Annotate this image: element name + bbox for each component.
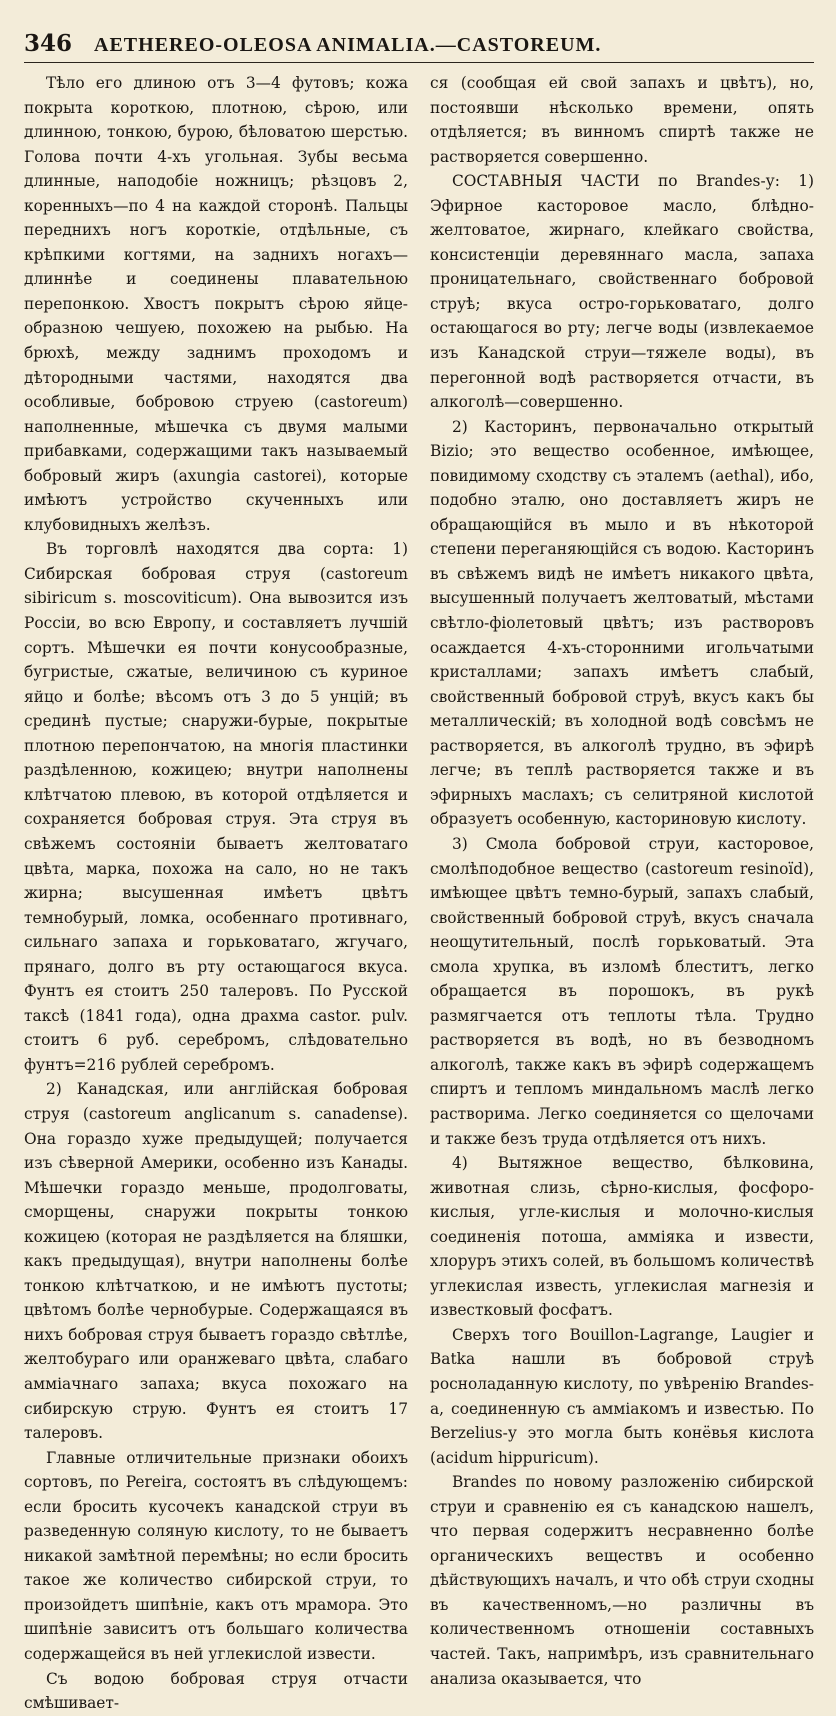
left-column — [24, 71, 408, 1716]
paragraph: Въ торговлѣ находятся два сорта: 1) Сибирская бобровая струя (castoreum sibiricum s. moscoviticum). Она вывозится изъ Россіи, во всю Европу, и составляетъ лучшій сортъ. Мѣшечки ея почти конусообразные, бугристые, сжатые, величиною съ куриное яйцо и болѣе; вѣсомъ отъ 3 до 5 унцій; въ срединѣ пустые; снаружи-бурые, покрытые плотною перепончатою, на многія пластинки раздѣленною, кожицею; внутри наполнены клѣтчатою плевою, въ которой отдѣляется и сохраняется бобровая струя. Эта струя въ свѣжемъ состояніи бываетъ желтоватаго цвѣта, марка, похожа на сало, но не такъ жирна; высушенная имѣетъ цвѣтъ темнобурый, ломка, особеннаго противнаго, сильнаго запаха и горьковатаго, жгучаго, прянаго, долго въ рту остающагося вкуса. Фунтъ ея стоитъ 250 талеровъ. По Русской таксѣ (1841 года), одна драхма castor. pulv. стоитъ 6 руб. серебромъ, слѣдовательно фунтъ=216 рублей серебромъ. — [24, 540, 408, 1074]
paragraph: Brandes по новому разложенію сибирской струи и сравненію ея съ канадскою нашелъ, что первая содержитъ несравненно болѣе органическихъ веществъ и особенно дѣйствующихъ началъ, и что обѣ струи сходны въ качественномъ,—но различны въ количественномъ отношеніи составныхъ частей. Такъ, напримѣръ, изъ сравнительнаго анализа оказывается, что — [430, 1473, 814, 1688]
paragraph: 4) Вытяжное вещество, бѣлковина, животная слизь, сѣрно-кислыя, фосфоро-кислыя, угле-кислыя и молочно-кислыя соединенія потоша, аммiяка и извести, хлоруръ этихъ солей, въ большомъ количествѣ углекислая известь, углекислая магнезія и известковый фосфатъ. — [430, 1154, 814, 1320]
paragraph: Съ водою бобровая струя отчасти смѣшивает- — [24, 1669, 408, 1713]
paragraph: 2) Касторинъ, первоначально открытый Bizio; это вещество особенное, имѣющее, повидимому сходству съ эталемъ (aethal), ибо, подобно эталю, оно доставляетъ жиръ не обращающійся въ мыло и въ нѣкоторой степени переганяющійся съ водою. Касторинъ въ свѣжемъ видѣ не имѣетъ никакого цвѣта, высушенный получаетъ желтоватый, мѣстами свѣтло-фіолетовый цвѣтъ; изъ растворовъ осаждается 4-хъ-сторонними игольчатыми кристаллами; запахъ имѣетъ слабый, свойственный бобровой струѣ, вкусъ какъ бы металлическій; въ холодной водѣ совсѣмъ не растворяется, въ алкоголѣ трудно, въ эфирѣ легче; въ теплѣ растворяется также и въ эфирныхъ маслахъ; съ селитряной кислотой образуетъ особенную, касториновую кислоту. — [430, 417, 814, 829]
text-columns — [24, 71, 814, 1716]
paragraph: Тѣло его длиною отъ 3—4 футовъ; кожа покрыта короткою, плотною, сѣрою, или длинною, тонкою, бурою, бѣловатою шерстью. Голова почти 4-хъ угольная. Зубы весьма длинные, наподобіе ножницъ; рѣзцовъ 2, коренныхъ—по 4 на каждой сторонѣ. Пальцы переднихъ ногъ короткіе, отдѣльные, съ крѣпкими когтями, на заднихъ ногахъ—длиннѣе и соединены плавательною перепонкою. Хвостъ покрытъ сѣрою яйце-образною чешуею, похожею на рыбью. На брюхѣ, между заднимъ проходомъ и дѣтородными частями, находятся два особливые, бобровою струею (castoreum) наполненные, мѣшечка съ двумя малыми прибавками, содержащими такъ называемый бобровый жиръ (axungia castorei), которые имѣютъ устройство скученныхъ или клубовидныхъ желѣзъ. — [24, 74, 408, 534]
paragraph: СОСТАВНЫЯ ЧАСТИ по Brandes-у: 1) Эфирное касторовое масло, блѣдно-желтоватое, жирнаго, клейкаго свойства, консистенціи деревяннаго масла, запаха проницательнаго, свойственнаго бобровой струѣ; вкуса остро-горьковатаго, долго остающагося во рту; легче воды (извлекаемое изъ Канадской струи—тяжеле воды), въ перегонной водѣ растворяется отчасти, въ алкоголѣ—совершенно. — [430, 172, 814, 412]
page-number: 346 — [24, 30, 73, 57]
paragraph: ся (сообщая ей свой запахъ и цвѣтъ), но, постоявши нѣсколько времени, опять отдѣляется; въ винномъ спиртѣ также не растворяется совершенно. — [430, 74, 814, 166]
right-column — [430, 71, 814, 1716]
paragraph: Сверхъ того Bouillon-Lagrange, Laugier и Batka нашли въ бобровой струѣ росноладанную кислоту, по увѣренію Brandes-а, соединенную съ аммiакомъ и известью. По Berzelius-у это могла быть конёвья кислота (acidum hippuricum). — [430, 1325, 814, 1467]
running-title: AETHEREO-OLEOSA ANIMALIA.—CASTOREUM. — [94, 34, 602, 56]
paragraph: 3) Смола бобровой струи, касторовое, смолѣподобное вещество (castoreum resinoïd), имѣющее цвѣтъ темно-бурый, запахъ слабый, свойственный бобровой струѣ, вкусъ сначала неощутительный, послѣ горьковатый. Эта смола хрупка, въ изломѣ блеститъ, легко обращается въ порошокъ, въ рукѣ размягчается отъ теплоты тѣла. Трудно растворяется въ водѣ, но въ безводномъ алкоголѣ, также какъ въ эфирѣ содержащемъ спиртъ и тепломъ миндальномъ маслѣ легко растворима. Легко соединяется со щелочами и также безъ труда отдѣляется отъ нихъ. — [430, 834, 814, 1148]
paragraph: Главные отличительные признаки обоихъ сортовъ, по Pereira, состоятъ въ слѣдующемъ: если бросить кусочекъ канадской струи въ разведенную соляную кислоту, то не бываетъ никакой замѣтной перемѣны; но если бросить такое же количество сибирской струи, то произойдетъ шипѣніе, какъ отъ мрамора. Это шипѣніе зависитъ отъ большаго количества содержащейся въ ней углекислой извести. — [24, 1448, 408, 1663]
page-header — [24, 30, 814, 63]
paragraph: 2) Канадская, или англійская бобровая струя (castoreum anglicanum s. canadense). Она гораздо хуже предыдущей; получается изъ сѣверной Америки, особенно изъ Канады. Мѣшечки гораздо меньше, продолговаты, сморщены, снаружи покрыты тонкою кожицею (которая не раздѣляется на бляшки, какъ предыдущая), внутри наполнены болѣе тонкою клѣтчаткою, и не имѣютъ пустоты; цвѣтомъ болѣе чернобурые. Содержащаяся въ нихъ бобровая струя бываетъ гораздо свѣтлѣе, желтобураго или оранжеваго цвѣта, слабаго аммiачнаго запаха; вкуса похожаго на сибирскую струю. Фунтъ ея стоитъ 17 талеровъ. — [24, 1080, 408, 1443]
